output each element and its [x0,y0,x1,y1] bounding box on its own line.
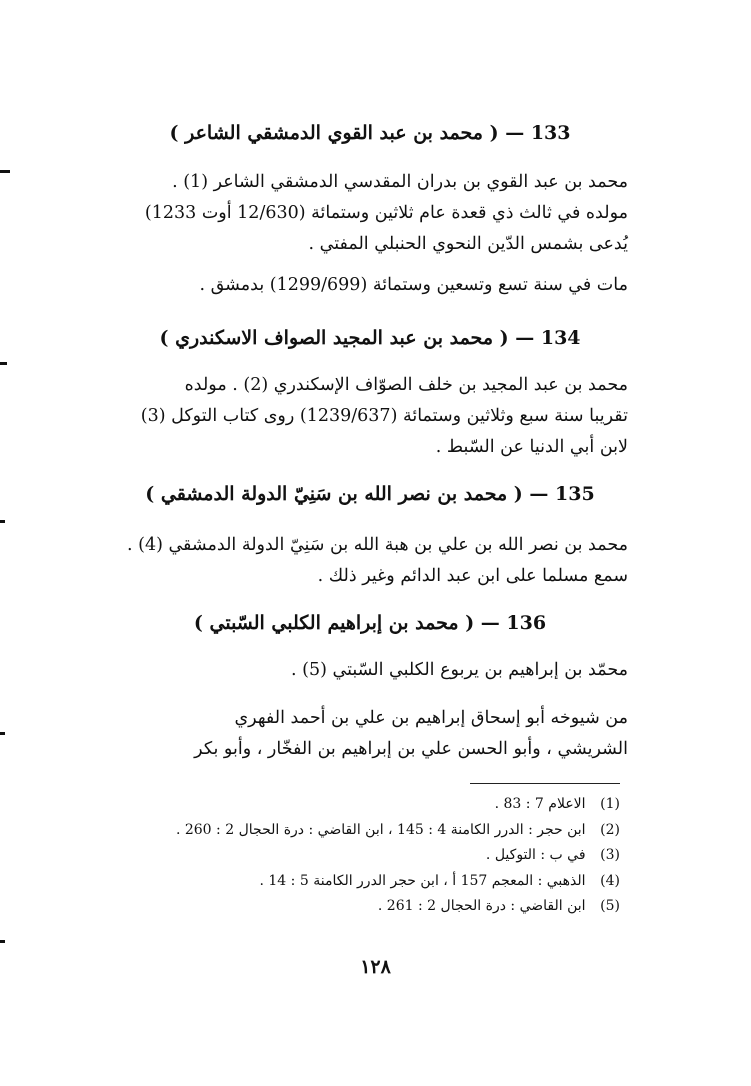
scan-edge-mark [0,940,5,943]
entry-133-line-1: محمد بن عبد القوي بن بدران المقدسي الدمشقي الشاعر (1) . [172,172,628,192]
entry-133-body [88,167,628,260]
entry-133-death [88,270,628,301]
footnote-3 [100,843,620,869]
entry-136-teachers [88,703,628,765]
footnote-number: (1) [600,796,620,812]
footnote-text: ابن القاضي : درة الحجال 2 : 261 . [377,898,586,914]
entry-133-line-2: مولده في ثالث ذي قعدة عام ثلاثين وستمائة (12/630 أوت 1233) [144,203,628,223]
scan-edge-mark [0,170,10,173]
footnote-divider [470,783,620,784]
entry-135-line-1: محمد بن نصر الله بن علي بن هبة الله بن سَنِيّ الدولة الدمشقي (4) . [126,535,628,555]
scan-edge-mark [0,732,5,735]
footnote-text: الذهبي : المعجم 157 أ ، ابن حجر الدرر الكامنة 5 : 14 . [259,872,586,889]
entry-134-heading: 134 — ( محمد بن عبد المجيد الصواف الاسكندري ) [159,327,581,349]
footnote-5 [100,894,620,920]
entry-135-body [88,530,628,592]
footnote-number: (4) [600,872,620,889]
entry-133-heading: 133 — ( محمد بن عبد القوي الدمشقي الشاعر ) [169,122,571,144]
footnote-text: ابن حجر : الدرر الكامنة 4 : 145 ، ابن القاضي : درة الحجال 2 : 260 . [175,821,586,838]
scan-edge-mark [0,520,5,523]
footnote-number: (5) [600,898,620,914]
footnote-text: الاعلام 7 : 83 . [494,796,586,812]
entry-136-line-2: من شيوخه أبو إسحاق إبراهيم بن علي بن أحمد الفهري [234,708,628,728]
entry-136-line-3: الشريشي ، وأبو الحسن علي بن إبراهيم بن الفخّار ، وأبو بكر [194,739,628,759]
footnote-text: في ب : التوكيل . [485,847,586,863]
entry-136-body [88,655,628,686]
footnote-number: (3) [600,847,620,863]
entry-134-line-3: لابن أبي الدنيا عن السّبط . [435,437,628,457]
entry-136-line-1: محمّد بن إبراهيم بن يربوع الكلبي السّبتي (5) . [291,660,628,680]
footnotes [100,792,620,920]
footnote-2 [100,818,620,844]
entry-136-heading: 136 — ( محمد بن إبراهيم الكلبي السّبتي ) [193,612,547,634]
entry-135-line-2: سمع مسلما على ابن عبد الدائم وغير ذلك . [317,566,628,586]
entry-133-line-3: يُدعى بشمس الدّين النحوي الحنبلي المفتي . [308,234,628,254]
footnote-4 [100,869,620,895]
scan-edge-mark [0,362,7,365]
entry-135-heading: 135 — ( محمد بن نصر الله بن سَنِيّ الدولة الدمشقي ) [145,483,595,505]
entry-133-line-4: مات في سنة تسع وتسعين وستمائة (1299/699) بدمشق . [199,275,628,295]
footnote-1 [100,792,620,818]
footnote-number: (2) [600,821,620,838]
entry-134-line-1: محمد بن عبد المجيد بن خلف الصوّاف الإسكندري (2) . مولده [184,375,628,395]
page-number: ١٢٨ [360,956,391,978]
entry-134-body [88,370,628,463]
entry-134-line-2: تقريبا سنة سبع وثلاثين وستمائة (1239/637) روى كتاب التوكل (3) [140,406,628,426]
